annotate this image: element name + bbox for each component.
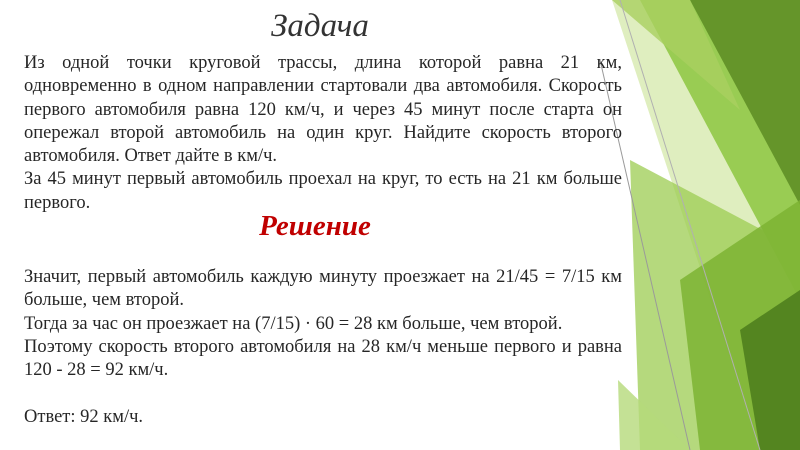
solution-heading: Решение (259, 210, 371, 242)
problem-text-block (24, 52, 622, 215)
blank-line (24, 382, 622, 405)
solution-text-block (24, 266, 622, 429)
solution-line: Тогда за час он проезжает на (7/15) · 60 = 28 км больше, чем второй. (24, 313, 563, 334)
problem-note: За 45 минут первый автомобиль проехал на круг, то есть на 21 км больше первого. (24, 169, 622, 213)
solution-line: Значит, первый автомобиль каждую минуту проезжает на 21/45 = 7/15 км больше, чем второй. (24, 267, 622, 311)
problem-statement: Из одной точки круговой трассы, длина которой равна 21 км, одновременно в одном направлении стартовали два автомобиля. Скорость первого автомобиля равна 120 км/ч, и через 45 минут после старта он опережал второй автомобиль на один круг. Найдите скорость второго автомобиля. Ответ дайте в км/ч. (24, 53, 622, 167)
slide-title: Задача (271, 8, 369, 44)
answer-line: Ответ: 92 км/ч. (24, 406, 144, 427)
solution-line: Поэтому скорость второго автомобиля на 28 км/ч меньше первого и равна 120 - 28 = 92 км/ч. (24, 336, 622, 381)
